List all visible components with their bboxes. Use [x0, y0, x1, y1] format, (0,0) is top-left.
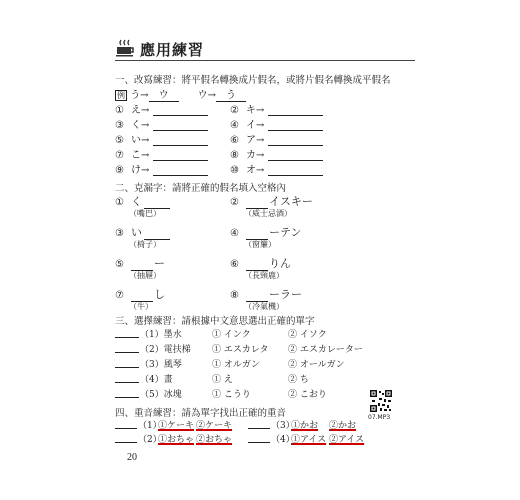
- title-divider: [115, 60, 415, 61]
- choice-question: （3）風琴: [140, 360, 182, 370]
- item-number: ①: [115, 197, 124, 208]
- section2-heading: 二、克漏字：請將正確的假名填入空格內: [115, 183, 287, 194]
- item-prefix: い: [131, 226, 142, 239]
- item-suffix: ーラー: [269, 288, 302, 301]
- choice-question: （4）畫: [140, 375, 173, 385]
- item-number: ③: [115, 120, 124, 131]
- section4-heading: 四、重音練習：請為單字找出正確的重音: [115, 408, 287, 419]
- cloze-item: [115, 255, 165, 271]
- choice-option-1[interactable]: ① オルガン: [212, 360, 260, 370]
- accent-option-2[interactable]: ②アイス: [329, 435, 365, 445]
- item-number: ⑦: [115, 150, 124, 161]
- item-number: ⑤: [115, 259, 124, 270]
- choice-question: （5）冰塊: [140, 390, 182, 400]
- page-number: 20: [127, 452, 137, 463]
- exercise-item: [230, 161, 323, 176]
- exercise-item: [115, 131, 208, 146]
- item-text: け→: [131, 165, 150, 176]
- cloze-item: [115, 224, 170, 240]
- item-text: く→: [131, 120, 150, 131]
- item-gloss: （冷氣機）: [244, 302, 284, 311]
- choice-answer-blank[interactable]: [115, 327, 139, 338]
- item-suffix: ーテン: [269, 226, 302, 239]
- section1-example: [115, 86, 246, 102]
- item-number: ⑦: [115, 290, 124, 301]
- item-text: カ→: [246, 150, 265, 161]
- answer-blank[interactable]: [153, 165, 208, 176]
- item-suffix: し: [154, 288, 165, 301]
- answer-blank[interactable]: [153, 135, 208, 146]
- accent-question-number: （4）: [271, 435, 295, 445]
- exercise-item: [115, 101, 208, 116]
- item-gloss: （窗簾）: [244, 240, 276, 249]
- item-number: ⑥: [230, 259, 239, 270]
- section1-heading: 一、改寫練習：將平假名轉換成片假名，或將片假名轉換成平假名: [115, 75, 391, 86]
- item-gloss: （嘴巴）: [129, 209, 161, 218]
- choice-option-2[interactable]: ② ち: [288, 375, 309, 385]
- item-gloss: （抽屜）: [129, 271, 161, 280]
- cloze-item: [230, 255, 291, 271]
- accent-question-number: （3）: [271, 421, 295, 431]
- accent-answer-blank[interactable]: [115, 418, 137, 429]
- item-number: ⑩: [230, 165, 239, 176]
- answer-blank[interactable]: [268, 135, 323, 146]
- accent-option-2[interactable]: ②ケーキ: [196, 421, 233, 431]
- item-number: ⑤: [115, 135, 124, 146]
- exercise-item: [115, 116, 208, 131]
- answer-blank[interactable]: [268, 120, 323, 131]
- choice-question: （1）墨水: [140, 330, 182, 340]
- exercise-item: [115, 161, 208, 176]
- audio-file-label: 07.MP3: [368, 414, 391, 421]
- exercise-item: [230, 101, 323, 116]
- item-suffix: ー: [154, 257, 165, 270]
- exercise-item: [230, 116, 323, 131]
- item-text: え→: [131, 105, 150, 116]
- item-number: ④: [230, 120, 239, 131]
- cloze-item: [230, 193, 313, 209]
- accent-answer-blank[interactable]: [248, 418, 270, 429]
- item-text: オ→: [246, 165, 265, 176]
- example-label: 例: [117, 91, 125, 100]
- item-number: ②: [230, 197, 239, 208]
- accent-option-2[interactable]: ②かお: [329, 421, 357, 431]
- item-suffix: イスキー: [269, 195, 313, 208]
- choice-question: （2）電扶梯: [140, 345, 191, 355]
- accent-question-number: （2）: [138, 435, 162, 445]
- answer-blank[interactable]: [268, 150, 323, 161]
- item-gloss: （威士忌酒）: [244, 209, 292, 218]
- choice-answer-blank[interactable]: [115, 342, 139, 353]
- choice-answer-blank[interactable]: [115, 357, 139, 368]
- item-text: イ→: [246, 120, 265, 131]
- answer-blank[interactable]: [153, 150, 208, 161]
- item-text: い→: [131, 135, 150, 146]
- choice-answer-blank[interactable]: [115, 372, 139, 383]
- accent-option-2[interactable]: ②おちゃ: [196, 435, 233, 445]
- coffee-cup-icon: [115, 38, 135, 58]
- item-number: ③: [115, 228, 124, 239]
- item-text: こ→: [131, 150, 150, 161]
- answer-blank[interactable]: [268, 165, 323, 176]
- accent-option-1[interactable]: ①ケーキ: [158, 421, 195, 431]
- item-number: ⑨: [115, 165, 124, 176]
- item-number: ⑧: [230, 150, 239, 161]
- choice-option-2[interactable]: ② こおり: [288, 390, 327, 400]
- item-prefix: く: [131, 195, 142, 208]
- choice-option-1[interactable]: ① インク: [212, 330, 251, 340]
- item-number: ②: [230, 105, 239, 116]
- item-number: ④: [230, 228, 239, 239]
- item-number: ⑧: [230, 290, 239, 301]
- item-gloss: （椅子）: [129, 240, 161, 249]
- exercise-item: [230, 131, 323, 146]
- choice-option-2[interactable]: ② エスカレーター: [288, 345, 363, 355]
- example-a: う→: [130, 90, 149, 101]
- choice-option-1[interactable]: ① え: [212, 375, 233, 385]
- example-b-answer: う: [216, 86, 246, 102]
- exercise-item: [230, 146, 323, 161]
- choice-option-2[interactable]: ② オールガン: [288, 360, 345, 370]
- answer-blank[interactable]: [153, 120, 208, 131]
- item-text: キ→: [246, 105, 265, 116]
- example-a-answer: ウ: [149, 86, 179, 102]
- cloze-item: [230, 286, 302, 302]
- choice-answer-blank[interactable]: [115, 387, 139, 398]
- cloze-item: [230, 224, 301, 240]
- answer-blank[interactable]: [268, 105, 323, 116]
- example-b: ウ→: [197, 90, 217, 101]
- cloze-item: [115, 193, 170, 209]
- accent-option-1[interactable]: ①おちゃ: [158, 435, 195, 445]
- choice-option-2[interactable]: ② イソク: [288, 330, 327, 340]
- item-suffix: りん: [269, 257, 291, 270]
- choice-option-1[interactable]: ① こうり: [212, 390, 251, 400]
- accent-answer-blank[interactable]: [115, 432, 137, 443]
- accent-answer-blank[interactable]: [248, 432, 270, 443]
- accent-option-1[interactable]: ①かお: [291, 421, 319, 431]
- accent-option-1[interactable]: ①アイス: [291, 435, 327, 445]
- item-number: ⑥: [230, 135, 239, 146]
- item-gloss: （牛）: [129, 302, 153, 311]
- item-number: ①: [115, 105, 124, 116]
- cloze-item: [115, 286, 165, 302]
- qr-code-icon: [370, 390, 392, 412]
- item-text: ア→: [246, 135, 265, 146]
- item-gloss: （長頸鹿）: [244, 271, 284, 280]
- page-title: 應用練習: [140, 41, 205, 59]
- section3-heading: 三、選擇練習：請根據中文意思選出正確的單字: [115, 316, 315, 327]
- exercise-item: [115, 146, 208, 161]
- accent-question-number: （1）: [138, 421, 162, 431]
- answer-blank[interactable]: [153, 105, 208, 116]
- choice-option-1[interactable]: ① エスカレタ: [212, 345, 269, 355]
